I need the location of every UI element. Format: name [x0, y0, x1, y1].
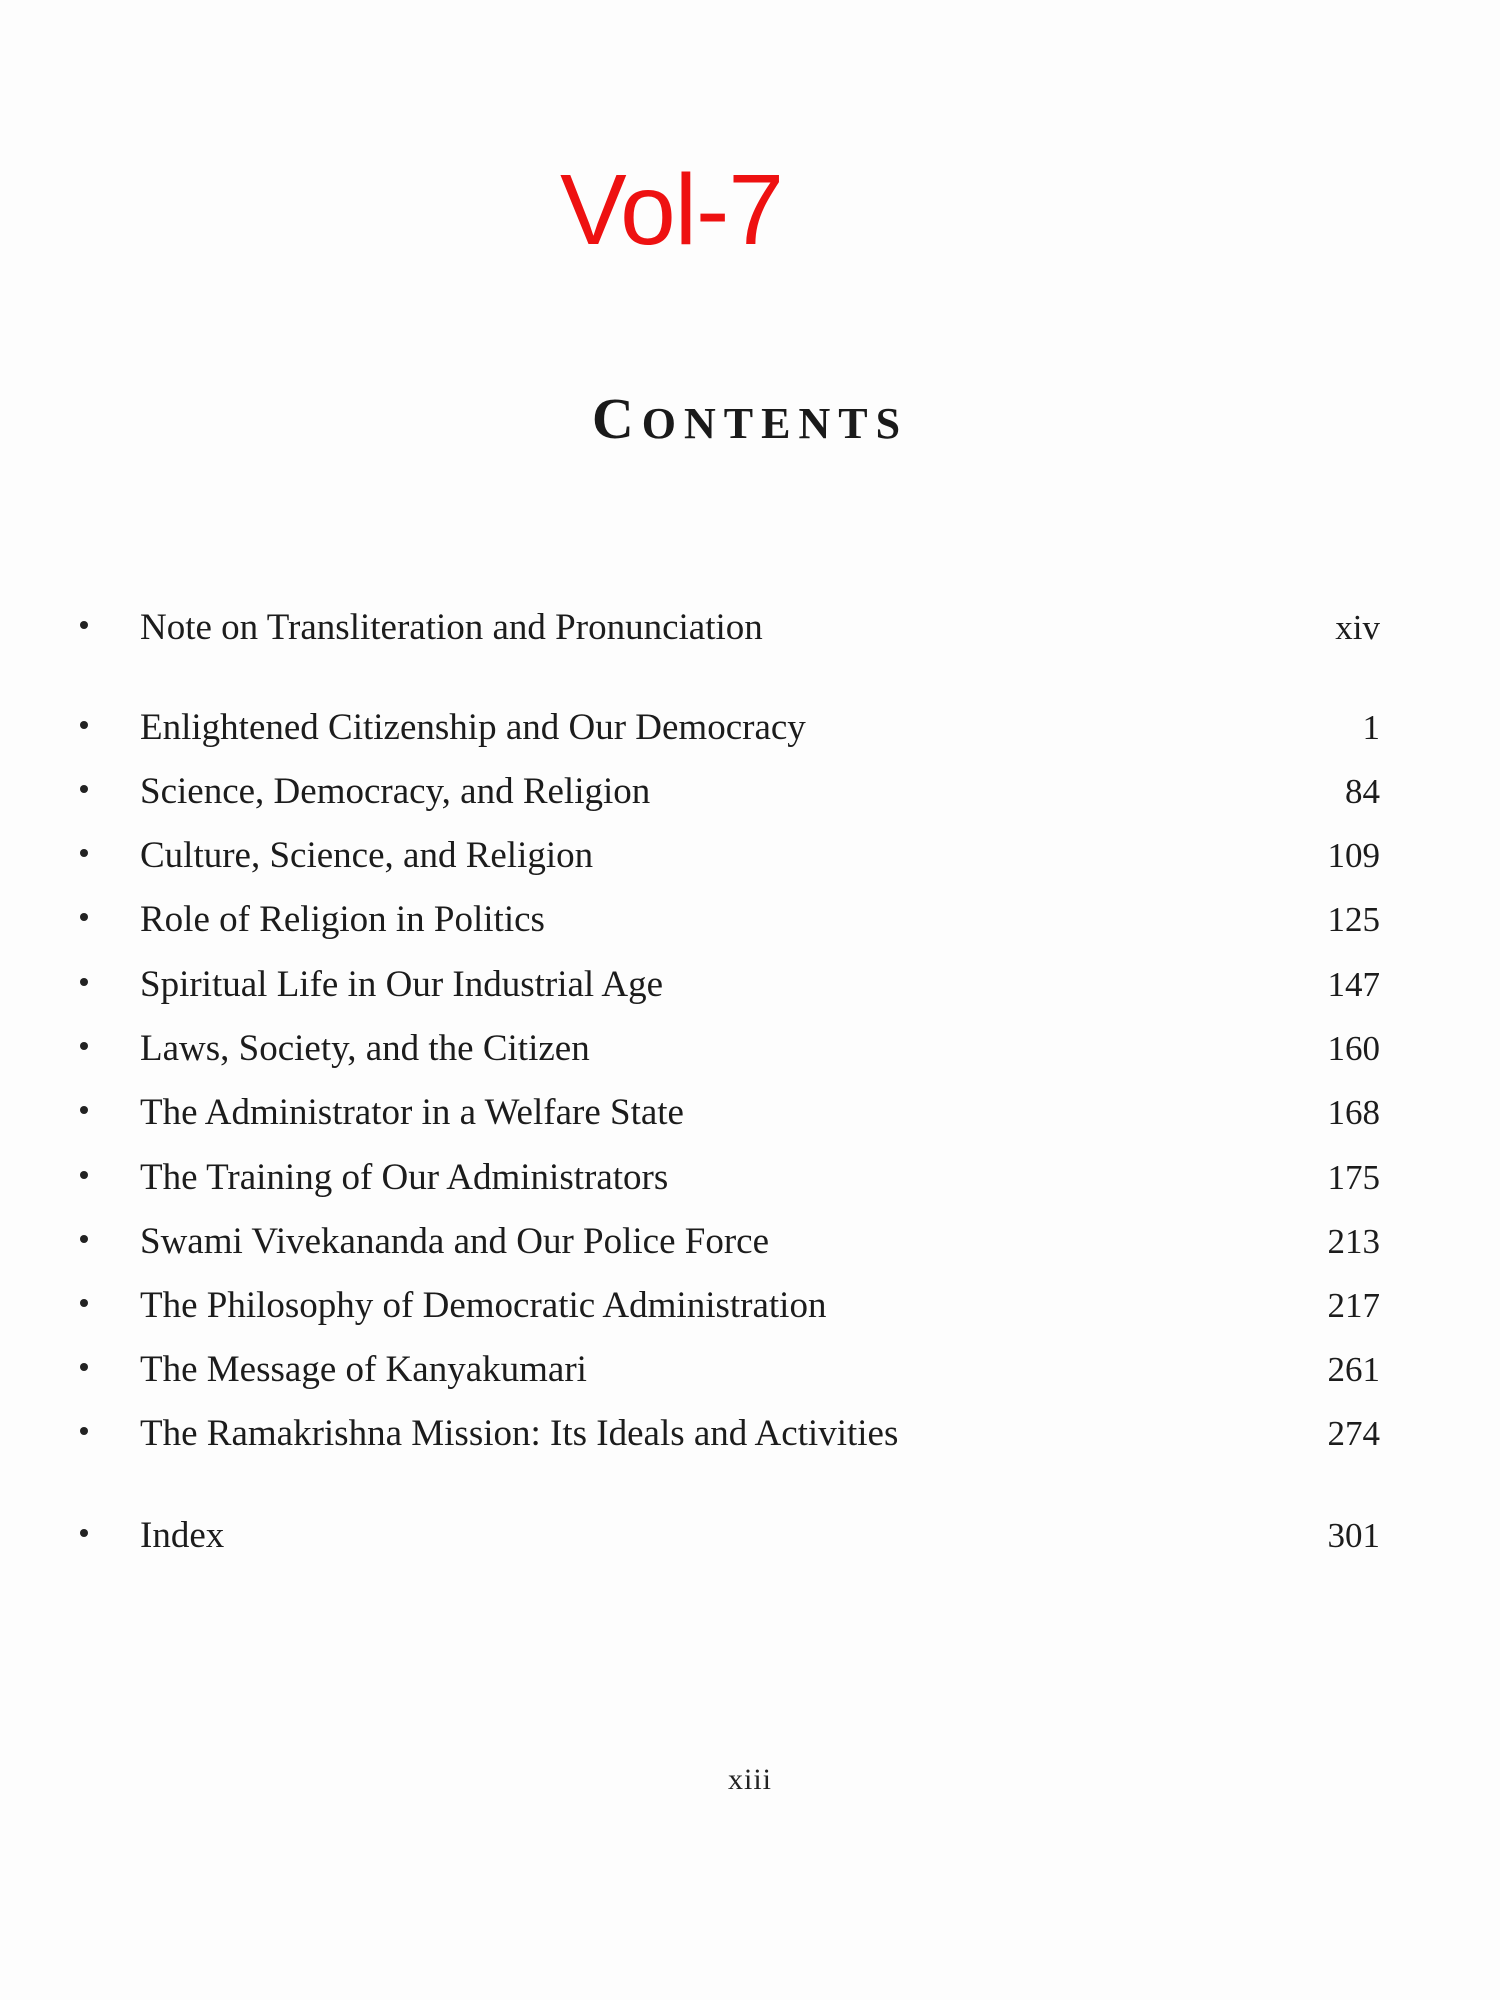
bullet-icon — [80, 913, 88, 921]
entry-title: Swami Vivekananda and Our Police Force — [140, 1221, 770, 1262]
entry-page-number: 261 — [1327, 1350, 1380, 1389]
entry-page-number: 213 — [1327, 1222, 1380, 1261]
heading-rest: ONTENTS — [641, 399, 909, 448]
entry-page-number: 125 — [1327, 900, 1380, 939]
entry-page-number: 168 — [1327, 1093, 1380, 1132]
entry-page-number: 109 — [1327, 836, 1380, 875]
entry-title: Laws, Society, and the Citizen — [140, 1028, 590, 1069]
toc-entry — [80, 705, 1380, 755]
volume-label: Vol-7 — [560, 154, 783, 266]
toc-entry — [80, 1026, 1380, 1076]
bullet-icon — [80, 1042, 88, 1050]
entry-title: Note on Transliteration and Pronunciation — [140, 607, 763, 648]
toc-entry — [80, 1411, 1380, 1461]
entry-page-number: 147 — [1327, 965, 1380, 1004]
bullet-icon — [80, 1299, 88, 1307]
toc-entry — [80, 1090, 1380, 1140]
toc-entry — [80, 962, 1380, 1012]
toc-entry — [80, 1513, 1380, 1563]
entry-title: Role of Religion in Politics — [140, 899, 545, 940]
toc-entry — [80, 605, 1380, 655]
entry-title: Spiritual Life in Our Industrial Age — [140, 964, 664, 1005]
entry-page-number: 1 — [1362, 708, 1380, 747]
entry-title: The Philosophy of Democratic Administration — [140, 1285, 827, 1326]
toc-entry — [80, 897, 1380, 947]
page-number: xiii — [727, 1763, 772, 1796]
bullet-icon — [80, 978, 88, 986]
bullet-icon — [80, 1529, 88, 1537]
entry-title: Enlightened Citizenship and Our Democracy — [140, 707, 806, 748]
toc-entry — [80, 833, 1380, 883]
entry-page-number: 175 — [1327, 1158, 1380, 1197]
bullet-icon — [80, 785, 88, 793]
entry-title: The Ramakrishna Mission: Its Ideals and Activities — [140, 1413, 899, 1454]
heading-initial: C — [591, 386, 642, 451]
toc-entry — [80, 1347, 1380, 1397]
bullet-icon — [80, 849, 88, 857]
entry-title: The Administrator in a Welfare State — [140, 1092, 684, 1133]
toc-entry — [80, 1283, 1380, 1333]
bullet-icon — [80, 1171, 88, 1179]
toc-entry — [80, 1219, 1380, 1269]
bullet-icon — [80, 721, 88, 729]
entry-title: The Training of Our Administrators — [140, 1157, 669, 1198]
bullet-icon — [80, 1427, 88, 1435]
entry-page-number: 301 — [1327, 1516, 1380, 1555]
entry-title: The Message of Kanyakumari — [140, 1349, 587, 1390]
entry-page-number: xiv — [1335, 608, 1380, 647]
entry-title: Science, Democracy, and Religion — [140, 771, 651, 812]
toc-entry — [80, 769, 1380, 819]
entry-title: Culture, Science, and Religion — [140, 835, 594, 876]
entry-title: Index — [140, 1515, 225, 1556]
bullet-icon — [80, 1106, 88, 1114]
entry-page-number: 84 — [1345, 772, 1380, 811]
bullet-icon — [80, 1235, 88, 1243]
entry-page-number: 274 — [1327, 1414, 1380, 1453]
entry-page-number: 217 — [1327, 1286, 1380, 1325]
entry-page-number: 160 — [1327, 1029, 1380, 1068]
toc-entry — [80, 1155, 1380, 1205]
bullet-icon — [80, 1363, 88, 1371]
bullet-icon — [80, 621, 88, 629]
